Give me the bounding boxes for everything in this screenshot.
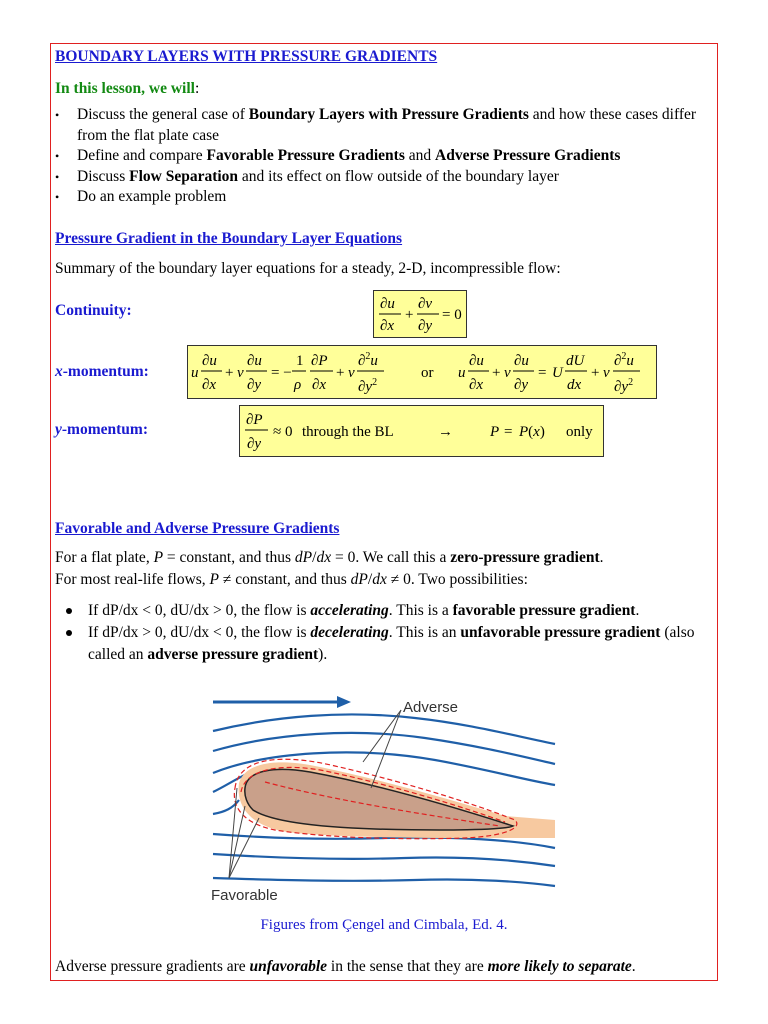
arrowhead-icon (337, 696, 351, 708)
lesson-intro: In this lesson, we will: (55, 80, 200, 97)
svg-text:∂u: ∂u (469, 353, 484, 369)
svg-text:∂y2: $\partial y^2$ (614, 377, 634, 395)
svg-text:∂2u: ∂$^2$u (358, 351, 378, 369)
lesson-bullets (55, 105, 715, 208)
summary-text: Summary of the boundary layer equations for a steady, 2-D, incompressible flow: (55, 260, 561, 277)
airfoil-figure (205, 688, 557, 910)
svg-text:U: U (552, 365, 563, 381)
y-momentum-equation (239, 405, 604, 457)
real-life-line: For most real-life flows, P ≠ constant, and thus dP/dx ≠ 0. Two possibilities: (55, 571, 528, 588)
svg-text:u: u (191, 365, 199, 381)
svg-text:P: P (490, 424, 500, 440)
svg-text:= 0: = 0 (442, 307, 462, 323)
section-heading-favorable-adverse: Favorable and Adverse Pressure Gradients (55, 520, 340, 537)
figure-caption: Figures from Çengel and Cimbala, Ed. 4. (260, 917, 508, 933)
svg-text:u: u (458, 365, 466, 381)
arrow-icon: → (438, 424, 453, 440)
svg-text:∂y: ∂y (247, 377, 262, 393)
svg-text:∂v: ∂v (418, 296, 433, 312)
x-momentum-equation (187, 345, 657, 399)
svg-text:∂u: ∂u (202, 353, 217, 369)
svg-text:dU: dU (566, 353, 585, 369)
x-momentum-label: x-momentum: (55, 363, 149, 380)
svg-text:ν: ν (603, 365, 610, 381)
svg-text:∂P: ∂P (246, 412, 263, 428)
continuity-label: Continuity: (55, 302, 132, 319)
svg-text:1: 1 (296, 353, 304, 369)
svg-text:+: + (225, 365, 234, 381)
svg-text:∂x: ∂x (202, 377, 217, 393)
svg-text:ρ: ρ (294, 377, 302, 393)
svg-text:∂y2: $\partial y^2$ (358, 377, 378, 395)
svg-text:∂y: ∂y (247, 436, 262, 452)
svg-text:=: = (504, 424, 513, 440)
section-heading-pressure-gradient: Pressure Gradient in the Boundary Layer Equations (55, 230, 403, 247)
svg-text:∂x: ∂x (469, 377, 484, 393)
list-item: • Discuss the general case of Boundary Layers with Pressure Gradients and how these cases differ from the flat plate case (55, 105, 715, 146)
svg-text:∂u: ∂u (247, 353, 262, 369)
only-text: only (566, 424, 593, 440)
closing-line: Adverse pressure gradients are unfavorable in the sense that they are more likely to separate. (55, 958, 636, 975)
gradient-cases-list (62, 600, 717, 666)
svg-text:+: + (405, 307, 414, 323)
favorable-label: Favorable (211, 887, 278, 904)
svg-text:∂P: ∂P (311, 353, 328, 369)
y-momentum-label: y-momentum: (55, 421, 148, 438)
list-item: If dP/dx < 0, dU/dx > 0, the flow is accelerating. This is a favorable pressure gradient. (62, 600, 717, 622)
svg-text:∂x: ∂x (380, 318, 395, 334)
flat-plate-line: For a flat plate, P = constant, and thus dP/dx = 0. We call this a zero-pressure gradient. (55, 549, 604, 566)
svg-text:∂y: ∂y (514, 377, 529, 393)
airfoil-body (245, 769, 513, 830)
list-item: • Define and compare Favorable Pressure Gradients and Adverse Pressure Gradients (55, 146, 715, 167)
through-bl-text: through the BL (302, 424, 394, 440)
svg-text:=: = (538, 365, 547, 381)
page-title: BOUNDARY LAYERS WITH PRESSURE GRADIENTS (55, 48, 438, 65)
or-text: or (421, 365, 434, 381)
svg-text:+: + (591, 365, 600, 381)
svg-text:+: + (492, 365, 501, 381)
svg-text:ν: ν (348, 365, 355, 381)
list-item: • Do an example problem (55, 187, 715, 208)
svg-text:≈ 0: ≈ 0 (273, 424, 293, 440)
list-item: If dP/dx > 0, dU/dx < 0, the flow is decelerating. This is an unfavorable pressure gradient (also called an adverse pressure gradient). (62, 622, 717, 666)
svg-text:∂u: ∂u (514, 353, 529, 369)
list-item: • Discuss Flow Separation and its effect on flow outside of the boundary layer (55, 167, 715, 188)
svg-text:v: v (237, 365, 244, 381)
svg-text:∂y: ∂y (418, 318, 433, 334)
svg-text:= −: = − (271, 365, 292, 381)
svg-text:∂u: ∂u (380, 296, 395, 312)
svg-text:∂x: ∂x (312, 377, 327, 393)
svg-text:v: v (504, 365, 511, 381)
svg-text:P(x): P(x) (519, 424, 545, 440)
continuity-equation (373, 290, 467, 338)
adverse-label: Adverse (403, 699, 459, 716)
svg-text:∂2u: ∂$^2$u (614, 351, 634, 369)
svg-text:+: + (336, 365, 345, 381)
svg-text:dx: dx (567, 377, 582, 393)
